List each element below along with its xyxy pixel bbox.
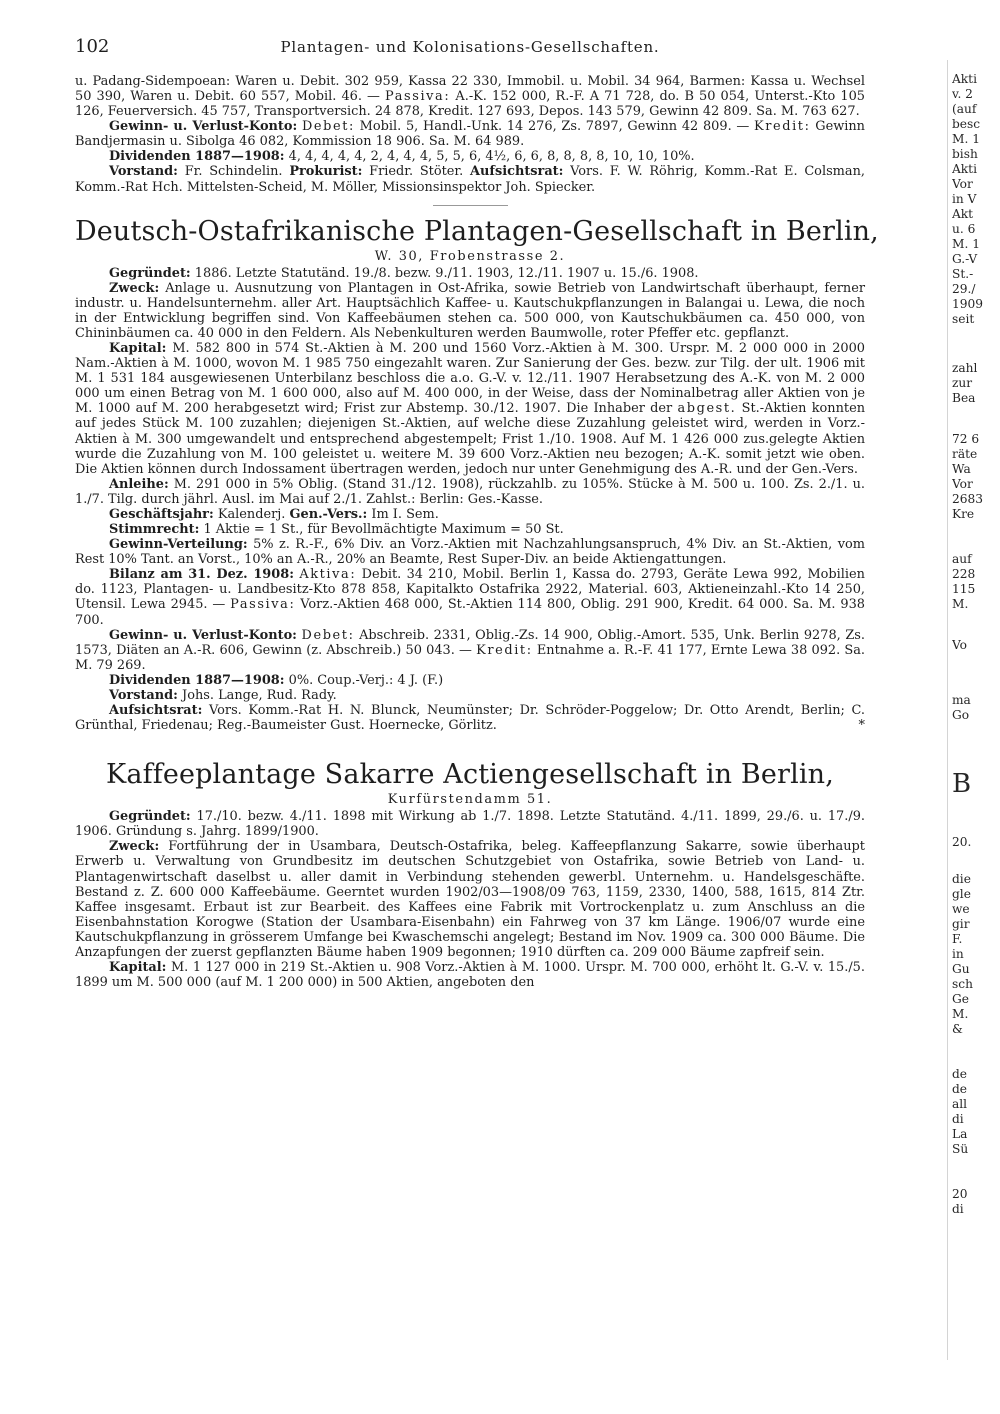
- e1-gj-label: Geschäftsjahr:: [109, 506, 214, 522]
- strip-line: di: [952, 1202, 964, 1216]
- e1-kapital-spaced: abgest.: [677, 401, 737, 417]
- e1-fiscal-year: [75, 507, 865, 522]
- strip-line: gle: [952, 887, 971, 901]
- e1-passiva-label: Passiva:: [230, 597, 296, 613]
- e1-aktiva-label: Aktiva:: [299, 567, 357, 583]
- e1-zweck-label: Zweck:: [109, 280, 160, 296]
- prev-gv-debet-label: Debet:: [301, 119, 355, 135]
- prev-ar-text: Vors. F. W. Röhrig, Komm.-Rat E. Colsman, Komm.-Rat Hch. Mittelsten-Scheid, M. Möller, Missionsinspektor Joh. Spiecker.: [75, 164, 865, 195]
- e1-gewverteil-text: 5% z. R.-F., 6% Div. an Vorz.-Aktien mit Nachzahlungsanspruch, 4% Div. an St.-Aktien, vom Rest 10% Tant. an Vorst., 10% an A.-R., 20% an Beamte, Rest Super-Div. an beide Aktiengattungen.: [75, 537, 865, 568]
- strip-line: 29./: [952, 282, 976, 296]
- e1-anleihe-label: Anleihe:: [109, 476, 169, 492]
- e1-supervisory-board: [75, 703, 865, 733]
- e1-div-text: 0%. Coup.-Verj.: 4 J. (F.): [288, 672, 444, 688]
- prev-vorstand-text: Fr. Schindelin.: [184, 164, 283, 180]
- prev-passiva-label: Passiva:: [385, 89, 451, 105]
- e1-stimm-text: 1 Aktie = 1 St., für Bevollmächtigte Maximum = 50 St.: [203, 522, 564, 538]
- strip-gap: [952, 1157, 1000, 1187]
- strip-line: Gu: [952, 962, 970, 976]
- strip-line: Sü: [952, 1142, 969, 1156]
- strip-line: Bea: [952, 391, 976, 405]
- e1-stimm-label: Stimmrecht:: [109, 522, 200, 538]
- e1-gv-kredit-label: Kredit:: [476, 642, 533, 658]
- strip-gap: [952, 850, 1000, 872]
- e1-gegr-label: Gegründet:: [109, 265, 191, 281]
- e1-star-mark: *: [858, 718, 865, 734]
- e1-gv-label: Gewinn- u. Verlust-Konto:: [109, 627, 297, 643]
- strip-gap: [952, 1037, 1000, 1067]
- e1-kapital-label: Kapital:: [109, 341, 167, 357]
- e1-gv-text-2: Entnahme a. R.-F. 41 177, Ernte Lewa 38 092. Sa. M. 79 269.: [75, 642, 865, 673]
- e2-kapital-label: Kapital:: [109, 959, 167, 975]
- prev-div-text: 4, 4, 4, 4, 4, 2, 4, 4, 4, 5, 5, 6, 4½, 6, 6, 8, 8, 8, 8, 10, 10, 10%.: [288, 149, 695, 165]
- prev-gv-text-1: Mobil. 5, Handl.-Unk. 14 276, Zs. 7897, Gewinn 42 809. —: [359, 119, 750, 135]
- prev-div-label: Dividenden 1887—1908:: [109, 149, 285, 165]
- prev-entry-dividends: [75, 149, 865, 164]
- strip-line: seit: [952, 312, 975, 326]
- strip-line: Akti: [952, 162, 977, 176]
- strip-line: räte: [952, 447, 978, 461]
- strip-line: Akt: [952, 207, 974, 221]
- strip-line: M. 1: [952, 237, 980, 251]
- prev-vorstand-label: Vorstand:: [109, 164, 178, 180]
- e1-capital: [75, 341, 865, 477]
- e1-profit-distribution: [75, 537, 865, 567]
- strip-gap: [952, 612, 1000, 638]
- prev-entry-gv: [75, 119, 865, 149]
- strip-line: auf: [952, 552, 972, 566]
- strip-line: 228: [952, 567, 976, 581]
- strip-line: zahl: [952, 361, 978, 375]
- strip-line: Ge: [952, 992, 969, 1006]
- strip-line: G.-V: [952, 252, 978, 266]
- prev-prokurist-label: Prokurist:: [289, 164, 363, 180]
- e1-bilanz-text-2: Vorz.-Aktien 468 000, St.-Aktien 114 800, Oblig. 291 900, Kredit. 64 000. Sa. M. 938 700.: [75, 597, 865, 628]
- e1-genvers-text: Im I. Sem.: [371, 506, 439, 522]
- e1-founded: [75, 266, 865, 281]
- strip-line: zur: [952, 376, 973, 390]
- e1-gv-text-1: Abschreib. 2331, Oblig.-Zs. 14 900, Oblig.-Amort. 535, Unk. Berlin 9278, Zs. 1573, Diäten an A.-R. 606, Gewinn (z. Abschreib.) 50 043. —: [75, 627, 865, 658]
- strip-gap: [952, 406, 1000, 432]
- e2-capital: [75, 960, 865, 990]
- strip-line: Wa: [952, 462, 971, 476]
- strip-line: we: [952, 902, 970, 916]
- prev-balance-text-1: u. Padang-Sidempoean: Waren u. Debit. 302 959, Kassa 22 330, Immobil. u. Mobil. 34 964, Barmen: Kassa u. Wechsel 50 390, Waren u. Debit. 60 557, Mobil. 46. —: [75, 74, 865, 105]
- strip-line: Go: [952, 708, 970, 722]
- e1-gv-debet-label: Debet:: [301, 627, 355, 643]
- prev-gv-label: Gewinn- u. Verlust-Konto:: [109, 119, 298, 135]
- e1-bilanz-text-1: Debit. 34 210, Mobil. Berlin 1, Kassa do. 2793, Geräte Lewa 992, Mobilien do. 1123, Plantagen- u. Landbesitz-Kto 878 858, Kapitalkto Ostafrika 2922, Material. 603, Aktieneinzahl.-Kto 14 250, Utensil. Lewa 2945. —: [75, 567, 865, 613]
- e1-voting: [75, 522, 865, 537]
- strip-line: &: [952, 1022, 963, 1036]
- strip-line: Kre: [952, 507, 975, 521]
- strip-line: La: [952, 1127, 968, 1141]
- strip-gap: [952, 327, 1000, 361]
- e1-gewverteil-label: Gewinn-Verteilung:: [109, 537, 248, 553]
- strip-line: M.: [952, 1007, 969, 1021]
- strip-line: Vor: [952, 177, 973, 191]
- entry-address: W. 30, Frobenstrasse 2.: [374, 248, 566, 264]
- strip-line: de: [952, 1082, 968, 1096]
- strip-line: 72 6: [952, 432, 980, 446]
- main-column: [75, 74, 879, 991]
- e1-vorstand-label: Vorstand:: [109, 687, 178, 703]
- strip-line: 115: [952, 582, 976, 596]
- strip-line: M. 1: [952, 132, 980, 146]
- adjacent-page-strip: [952, 72, 1000, 1352]
- e1-purpose: [75, 281, 865, 341]
- strip-line: Vo: [952, 638, 968, 652]
- prev-balance-text-2: A.-K. 152 000, R.-F. A 71 728, do. B 50 054, Unterst.-Kto 105 126, Feuerversich. 45 757, Transportversich. 24 878, Kredit. 127 693, Depos. 143 579, Gewinn 42 809. Sa. M. 763 627.: [75, 89, 865, 120]
- strip-line: 2683: [952, 492, 984, 506]
- strip-line: sch: [952, 977, 973, 991]
- prev-gv-text-2: Gewinn Bandjermasin u. Sibolga 46 082, Kommission 18 906. Sa. M. 64 989.: [75, 119, 865, 150]
- prev-gv-kredit-label: Kredit:: [754, 119, 811, 135]
- prev-prokurist-text: Friedr. Stöter.: [369, 164, 464, 180]
- strip-line: gir: [952, 917, 970, 931]
- strip-line: 20.: [952, 835, 972, 849]
- e1-dividends: [75, 673, 865, 688]
- strip-line: Vor: [952, 477, 973, 491]
- strip-line: die: [952, 872, 971, 886]
- e1-management: [75, 688, 865, 703]
- e1-profit-loss: [75, 628, 865, 673]
- strip-line: (auf: [952, 102, 977, 116]
- strip-line: in V: [952, 192, 977, 206]
- e2-zweck-text: Fortführung der in Usambara, Deutsch-Ostafrika, beleg. Kaffeepflanzung Sakarre, sowie überhaupt Erwerb u. Verwaltung von Grundbesitz im deutschen Schutzgebiet von Ostafrika, sowie Betrieb von Land- u. Plantagenwirtschaft daselbst u. aller damit in Verbindung stehenden gewerbl. Unternehm. u. Handelsgeschäfte. Bestand z. Z. 600 000 Kaffeebäume. Geerntet wurden 1902/03—1908/09 763, 1159, 2330, 1400, 588, 1615, 814 Ztr. Kaffee insgesamt. Erbaut ist zur Bearbeit. des Kaffees eine Fabrik mit Vortrockenplatz u. zum Anschluss an die Eisenbahnstation Korogwe (Station der Usambara-Eisenbahn) ein Fahrweg von 37 km Länge. 1906/07 wurde eine Kautschukpflanzung in grösserem Umfange bei Kwaschemschi angelegt; Bestand im Nov. 1909 ca. 300 000 Bäume. Die Anzapfungen der zuerst gepflanzten Bäume haben 1909 begonnen; 1910 dürften ca. 209 000 Bäume zapfreif sein.: [75, 839, 865, 960]
- strip-line: di: [952, 1112, 964, 1126]
- e1-gegr-text: 1886. Letzte Statutänd. 19./8. bezw. 9./11. 1903, 12./11. 1907 u. 15./6. 1908.: [194, 265, 699, 281]
- strip-line: Akti: [952, 72, 977, 86]
- strip-line: 1909: [952, 297, 984, 311]
- prev-ar-label: Aufsichtsrat:: [470, 164, 564, 180]
- entry-divider: [433, 205, 508, 206]
- strip-line: in: [952, 947, 964, 961]
- strip-line: 20: [952, 1187, 968, 1201]
- strip-line: M.: [952, 597, 969, 611]
- e1-vorstand-text: Johs. Lange, Rud. Rady.: [182, 687, 337, 703]
- page-header: [75, 36, 865, 58]
- e2-gegr-label: Gegründet:: [109, 809, 191, 825]
- strip-line: ma: [952, 693, 971, 707]
- strip-gap: [952, 522, 1000, 552]
- strip-line: de: [952, 1067, 968, 1081]
- prev-entry-balance: [75, 74, 865, 119]
- e1-bilanz-label: Bilanz am 31. Dez. 1908:: [109, 567, 294, 583]
- e1-kapital-text-2: St.-Aktien konnten auf jedes Stück M. 100 zuzahlen; diejenigen St.-Aktien, auf welche diese Zuzahlung geleistet wird, werden in Vorz.-Aktien à M. 300 umgewandelt und entsprechend abgestempelt; Frist 1./10. 1908. Auf M. 1 426 000 zus.gelegte Aktien wurde die Zuzahlung von M. 100 geleistet u. weitere M. 39 600 Vorz.-Aktien neu bezogen; A.-K. somit jetzt wie oben. Die Aktien können durch Indossament übertragen werden, jedoch nur unter Genehmigung des A.-R. und der Gen.-Vers.: [75, 401, 865, 477]
- entry-title-kaffeeplantage-sakarre: Kaffeeplantage Sakarre Actiengesellschaft in Berlin,: [106, 759, 834, 791]
- page-fold-divider: [947, 60, 948, 1360]
- strip-gap: [952, 653, 1000, 693]
- e1-ar-text: Vors. Komm.-Rat H. N. Blunck, Neumünster; Dr. Schröder-Poggelow; Dr. Otto Arendt, Berlin; C. Grünthal, Friedenau; Reg.-Baumeister Gust. Hoernecke, Görlitz.: [75, 702, 865, 734]
- strip-big-letter: B: [952, 769, 972, 799]
- prev-entry-management: [75, 164, 865, 194]
- e2-kapital-text: M. 1 127 000 in 219 St.-Aktien u. 908 Vorz.-Aktien à M. 1000. Urspr. M. 700 000, erhöht lt. G.-V. v. 15./5. 1899 um M. 500 000 (auf M. 1 200 000) in 500 Aktien, angeboten den: [75, 959, 865, 991]
- strip-line: v. 2: [952, 87, 973, 101]
- e1-genvers-label: Gen.-Vers.:: [289, 506, 368, 522]
- entry-title-deutsch-ostafrikanische: Deutsch-Ostafrikanische Plantagen-Gesellschaft in Berlin,: [75, 215, 879, 247]
- e1-anleihe-text: M. 291 000 in 5% Oblig. (Stand 31./12. 1908), rückzahlb. zu 105%. Stücke à M. 500 u. 100. Zs. 2./1. u. 1./7. Tilg. durch jährl. Ausl. im Mai auf 2./1. Zahlst.: Berlin: Ges.-Kasse.: [75, 476, 865, 507]
- e1-gj-text: Kalenderj.: [217, 506, 286, 522]
- running-title: Plantagen- und Kolonisations-Gesellschaften.: [280, 38, 660, 56]
- page-number: 102: [75, 36, 110, 57]
- e1-kapital-text-1: M. 582 800 in 574 St.-Aktien à M. 200 und 1560 Vorz.-Aktien à M. 300. Urspr. M. 2 000 000 in 2000 Nam.-Aktien à M. 1000, wovon M. 1 985 750 eingezahlt waren. Zur Sanierung der Ges. bezw. zur Tilg. der ult. 1906 mit M. 1 531 184 ausgewiesenen Unterbilanz beschloss die a.o. G.-V. v. 12./11. 1907 Herabsetzung des A.-K. von M. 2 000 000 um einen Betrag von M. 1 600 000, also auf M. 400 000, in der Weise, dass der Nominalbetrag aller Aktien von je M. 1000 auf M. 200 herabgesetzt wird; Frist zur Abstemp. 30./12. 1907. Die Inhaber der: [75, 341, 865, 417]
- strip-line: all: [952, 1097, 968, 1111]
- e1-balance: [75, 567, 865, 627]
- strip-line: F.: [952, 932, 963, 946]
- strip-gap: [952, 723, 1000, 769]
- e1-ar-label: Aufsichtsrat:: [109, 702, 203, 718]
- strip-line: u. 6: [952, 222, 976, 236]
- strip-gap: [952, 799, 1000, 835]
- e2-founded: [75, 809, 865, 839]
- strip-line: St.-: [952, 267, 974, 281]
- e2-purpose: [75, 839, 865, 960]
- strip-line: bish: [952, 147, 978, 161]
- e2-gegr-text: 17./10. bezw. 4./11. 1898 mit Wirkung ab 1./7. 1898. Letzte Statutänd. 4./11. 1899, 29./6. u. 17./9. 1906. Gründung s. Jahrg. 1899/1900.: [75, 809, 865, 840]
- e1-div-label: Dividenden 1887—1908:: [109, 672, 285, 688]
- strip-line: besc: [952, 117, 981, 131]
- entry2-address: Kurfürstendamm 51.: [387, 792, 553, 808]
- e1-zweck-text: Anlage u. Ausnutzung von Plantagen in Ost-Afrika, sowie Betrieb von Landwirtschaft überhaupt, ferner industr. u. Handelsunternehm. aller Art. Hauptsächlich Kaffee- u. Kautschukpflanzungen in Balangai u. Lewa, die noch in der Entwicklung begriffen sind. Von Kaffeebäumen stehen ca. 500 000, von Kautschukbäumen ca. 450 000, von Chininbäumen ca. 40 000 in den Feldern. Als Nebenkulturen werden Baumwolle, roter Pfeffer etc. gepflanzt.: [75, 280, 865, 342]
- e1-loan: [75, 477, 865, 507]
- e2-zweck-label: Zweck:: [109, 839, 160, 855]
